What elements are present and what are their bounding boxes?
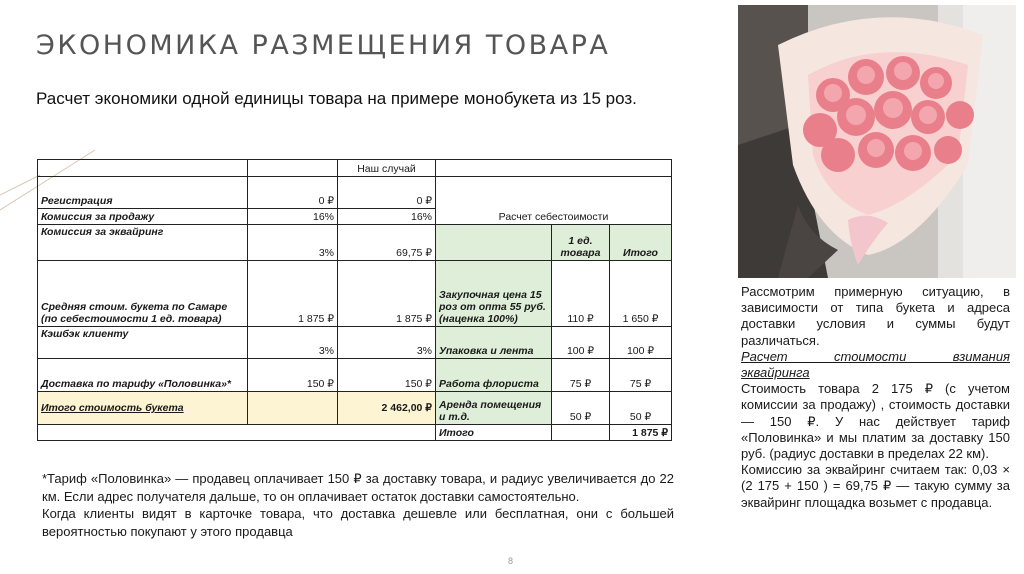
acquiring-value-2: 69,75 ₽ (338, 225, 436, 261)
empty-cell (38, 160, 248, 177)
cost-header: Расчет себестоимости (436, 177, 672, 225)
footnote-clients: Когда клиенты видят в карточке товара, что доставка дешевле или бесплатная, они с большей вероятностью покупают у этого продавца (42, 506, 674, 539)
col-header-total: Итого (610, 225, 672, 261)
rent-total: 50 ₽ (610, 392, 672, 425)
cashback-value-2: 3% (338, 327, 436, 359)
packing-unit: 100 ₽ (552, 327, 610, 359)
empty-green-cell (436, 225, 552, 261)
registration-value-1: 0 ₽ (248, 177, 338, 209)
right-cost-text: Стоимость товара 2 175 ₽ (с учетом комиссии за продажу) , стоимость доставки — 150 ₽. У нас действует тариф «Половинка» и мы платим за доставку 150 руб. (радиус доставки в пределах 22 км). (741, 381, 1010, 462)
right-acquiring-calc: Комиссию за эквайринг считаем так: 0,03 × (2 175 + 150 ) = 69,75 ₽ — такую сумму за эквайринг площадка возьмет с продавца. (741, 462, 1010, 510)
cost-label-sum: Итого (436, 425, 552, 441)
row-label-total-cost: Итого стоимость букета (38, 392, 248, 425)
delivery-value-2: 150 ₽ (338, 359, 436, 392)
row-label-delivery: Доставка по тарифу «Половинка»* (38, 359, 248, 392)
packing-total: 100 ₽ (610, 327, 672, 359)
col-header-unit: 1 ед. товара (552, 225, 610, 261)
right-intro: Рассмотрим примерную ситуацию, в зависимости от типа букета и адреса доставки условия и суммы будут различаться. (741, 284, 1010, 348)
rent-unit: 50 ₽ (552, 392, 610, 425)
registration-value-2: 0 ₽ (338, 177, 436, 209)
total-cost-value: 2 462,00 ₽ (338, 392, 436, 425)
right-heading-line1: Расчет стоимости взимания (741, 348, 1010, 364)
footnote (42, 470, 674, 540)
acquiring-value-1: 3% (248, 225, 338, 261)
cost-label-purchase: Закупочная цена 15 роз от опта 55 руб. (наценка 100%) (436, 261, 552, 327)
empty-cell (436, 160, 672, 177)
page-subtitle: Расчет экономики одной единицы товара на примере монобукета из 15 роз. (36, 89, 637, 108)
purchase-unit: 110 ₽ (552, 261, 610, 327)
cost-label-packing: Упаковка и лента (436, 327, 552, 359)
header-our-case: Наш случай (338, 160, 436, 177)
avg-cost-value-1: 1 875 ₽ (248, 261, 338, 327)
avg-cost-value-2: 1 875 ₽ (338, 261, 436, 327)
florist-total: 75 ₽ (610, 359, 672, 392)
page-number: 8 (508, 556, 514, 566)
sales-commission-value-1: 16% (248, 209, 338, 225)
empty-cell (248, 160, 338, 177)
row-label-registration: Регистрация (38, 177, 248, 209)
empty-yellow-cell (248, 392, 338, 425)
economics-table (37, 159, 672, 441)
row-label-avg-cost: Средняя стоим. букета по Самаре (по себестоимости 1 ед. товара) (38, 261, 248, 327)
cashback-value-1: 3% (248, 327, 338, 359)
empty-cell (552, 425, 610, 441)
row-label-sales-commission: Комиссия за продажу (38, 209, 248, 225)
florist-unit: 75 ₽ (552, 359, 610, 392)
empty-cell (38, 425, 436, 441)
page-title: ЭКОНОМИКА РАЗМЕЩЕНИЯ ТОВАРА (36, 30, 611, 61)
cost-sum-total: 1 875 ₽ (610, 425, 672, 441)
row-label-acquiring: Комиссия за эквайринг (38, 225, 248, 261)
bouquet-photo (738, 5, 1016, 278)
footnote-tariff: *Тариф «Половинка» — продавец оплачивает 150 ₽ за доставку товара, и радиус увеличивается до 22 км. Если адрес получателя дальше, то он оплачивает остаток доставки самостоятельно. (42, 471, 674, 504)
row-label-cashback: Кэшбэк клиенту (38, 327, 248, 359)
right-heading-line2: эквайринга (741, 365, 810, 381)
purchase-total: 1 650 ₽ (610, 261, 672, 327)
cost-label-florist: Работа флориста (436, 359, 552, 392)
sales-commission-value-2: 16% (338, 209, 436, 225)
right-explanation (741, 284, 1010, 511)
cost-label-rent: Аренда помещения и т.д. (436, 392, 552, 425)
delivery-value-1: 150 ₽ (248, 359, 338, 392)
